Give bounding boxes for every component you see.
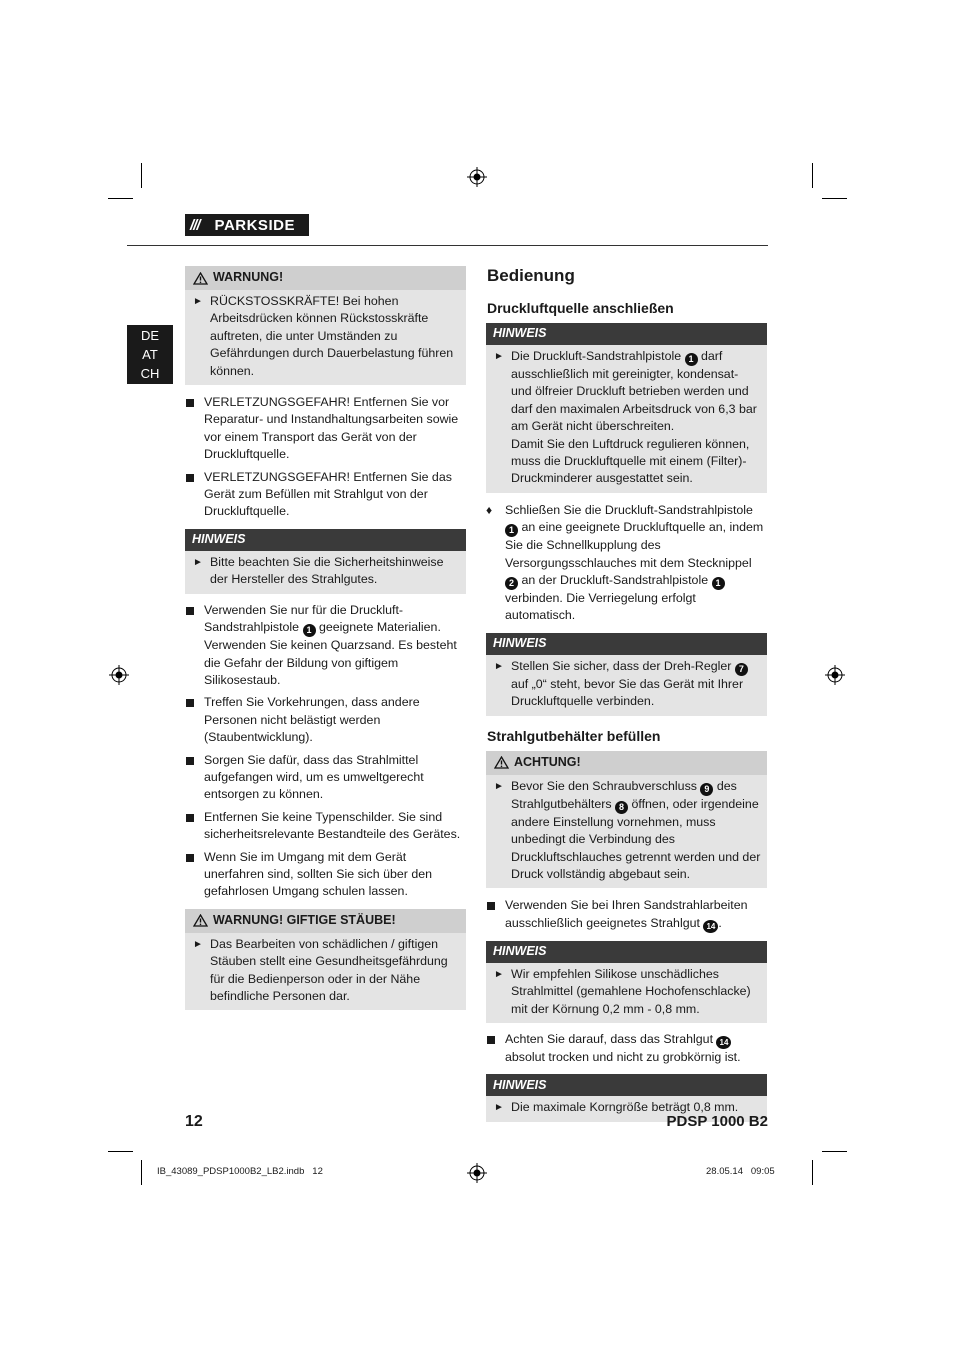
square-bullet-icon	[186, 399, 194, 407]
square-bullet-icon	[186, 854, 194, 862]
caution-body: öffnen, oder irgendeine andere Einstellung vornehmen, muss unbedingt die Verbindung des Druckluftschlauches getrennt werden und der Druck vollständig abgebaut sein.	[511, 796, 761, 881]
lang-at: AT	[142, 347, 158, 362]
diamond-bullet-icon: ♦	[486, 502, 493, 517]
list-item	[486, 897, 767, 932]
warning-title: WARNUNG!	[213, 270, 284, 285]
registration-mark-icon	[825, 665, 845, 685]
item-text: Verwenden Sie bei Ihren Sandstrahlarbeiten ausschließlich geeignetes Strahlgut	[505, 898, 748, 930]
item-text: Verwenden Sie nur für die Druckluft-Sandstrahlpistole	[204, 602, 404, 635]
square-bullet-icon	[186, 814, 194, 822]
note-header: HINWEIS	[486, 941, 767, 963]
language-tab	[127, 325, 173, 384]
registration-mark-icon	[109, 665, 129, 685]
list-item	[185, 809, 466, 844]
part-number-badge: 9	[700, 783, 713, 796]
item-text: Sorgen Sie dafür, dass das Strahlmittel aufgefangen wird, um es umweltgerecht entsorgen zu können.	[204, 752, 424, 802]
item-text: an der Druckluft-Sandstrahlpistole	[521, 573, 709, 588]
caution-body: des Strahlgutbehälters	[511, 778, 737, 811]
model-name: PDSP 1000 B2	[666, 1113, 768, 1130]
warning-box-recoil	[185, 266, 466, 385]
item-text: Wenn Sie im Umgang mit dem Gerät unerfahren sind, sollten Sie sich über den gefahrlosen Umgang schulen lassen.	[204, 849, 432, 899]
note-body: auf „0“ steht, bevor Sie das Gerät mit Ihrer Druckluftquelle verbinden.	[511, 676, 744, 709]
list-item	[486, 1031, 767, 1066]
lang-de: DE	[140, 328, 160, 343]
item-text: Entfernen Sie keine Typenschilder. Sie sind sicherheitsrelevante Bestandteile des Gerätes.	[204, 809, 461, 842]
left-column	[185, 266, 466, 1019]
note-body: Die maximale Korngröße beträgt 0,8 mm.	[511, 1100, 739, 1115]
crop-mark	[822, 198, 847, 199]
crop-mark	[108, 1151, 133, 1152]
caution-title: ACHTUNG!	[514, 754, 581, 769]
note-box-air-source	[486, 323, 767, 493]
warning-text	[185, 290, 466, 380]
arrow-bullet-icon: ►	[494, 660, 504, 672]
note-body: darf ausschließlich mit gereinigter, kondensat- und ölfreier Druckluft betrieben werden und darf den maximalen Arbeitsdruck von 6,3 bar am Gerät nicht überschreiten.	[511, 349, 757, 434]
part-number-badge: 1	[303, 624, 316, 637]
arrow-bullet-icon: ►	[193, 556, 203, 568]
crop-mark	[822, 1151, 847, 1152]
note-text	[185, 551, 466, 589]
arrow-bullet-icon: ►	[193, 296, 203, 307]
item-text: Schließen Sie die Druckluft-Sandstrahlpistole	[505, 502, 753, 517]
arrow-bullet-icon: ►	[494, 351, 504, 362]
list-item	[185, 602, 466, 690]
subsection-title: Strahlgutbehälter befüllen	[487, 727, 661, 744]
part-number-badge: 14	[703, 920, 718, 933]
section-title: Bedienung	[487, 266, 575, 285]
crop-mark	[812, 163, 813, 188]
crop-mark	[141, 163, 142, 188]
print-file-info: IB_43089_PDSP1000B2_LB2.indb 12	[157, 1166, 323, 1177]
item-text: Treffen Sie Vorkehrungen, dass andere Personen nicht belästigt werden (Staubentwicklung).	[204, 695, 420, 745]
note-header: HINWEIS	[486, 633, 767, 655]
item-text: .	[718, 915, 722, 930]
warning-triangle-icon	[193, 272, 208, 285]
subsection-title: Druckluftquelle anschließen	[487, 300, 674, 316]
parkside-logo	[185, 214, 309, 236]
note-text	[486, 963, 767, 1018]
list-item	[486, 502, 767, 625]
item-text: an eine geeignete Druckluftquelle an, indem Sie die Schnellkupplung des Versorgungsschlauches mit dem Stecknippel	[505, 520, 764, 570]
list-item	[185, 752, 466, 804]
item-text: Achten Sie darauf, dass das Strahlgut	[505, 1031, 714, 1046]
caution-text	[486, 775, 767, 884]
note-body: Bitte beachten Sie die Sicherheitshinweise der Hersteller des Strahlgutes.	[210, 554, 444, 587]
arrow-bullet-icon: ►	[193, 938, 203, 950]
warning-text	[185, 933, 466, 1006]
crop-mark	[108, 198, 133, 199]
warning-header	[185, 266, 466, 290]
part-number-badge: 1	[712, 577, 725, 590]
caution-box	[486, 751, 767, 889]
list-item	[185, 849, 466, 901]
note-body: Damit Sie den Luftdruck regulieren können, muss die Druckluftquelle mit einem (Filter)-Druckminderer ausgestattet sein.	[511, 436, 750, 486]
note-header: HINWEIS	[486, 323, 767, 345]
note-body: Die Druckluft-Sandstrahlpistole	[511, 349, 682, 363]
warning-triangle-icon	[193, 914, 208, 927]
registration-mark-icon	[467, 1163, 487, 1183]
note-body: Stellen Sie sicher, dass der Dreh-Regler	[511, 658, 732, 673]
list-item	[185, 469, 466, 521]
note-box-safety	[185, 529, 466, 594]
note-text	[486, 345, 767, 488]
print-date: 28.05.14 09:05	[706, 1166, 775, 1177]
logo-slashes: ///	[190, 216, 200, 234]
part-number-badge: 1	[505, 524, 518, 537]
item-text: VERLETZUNGSGEFAHR! Entfernen Sie das Gerät zum Befüllen mit Strahlgut von der Druckluftquelle.	[204, 469, 452, 519]
arrow-bullet-icon: ►	[494, 780, 504, 792]
part-number-badge: 2	[505, 577, 518, 590]
item-text: verbinden. Die Verriegelung erfolgt automatisch.	[505, 591, 696, 623]
part-number-badge: 1	[685, 353, 698, 366]
lang-ch: CH	[140, 366, 160, 381]
header-rule	[127, 245, 768, 246]
note-box-regulator	[486, 633, 767, 716]
crop-mark	[141, 1160, 142, 1185]
part-number-badge: 14	[716, 1036, 731, 1049]
caution-body: Bevor Sie den Schraubverschluss	[511, 778, 697, 793]
warning-title: WARNUNG! GIFTIGE STÄUBE!	[213, 913, 396, 928]
logo-brand: PARKSIDE	[214, 216, 295, 234]
warning-body: RÜCKSTOSSKRÄFTE! Bei hohen Arbeitsdrücken können Rückstosskräfte auftreten, die unter Umständen zu Gefährdungen durch Dauerbelastung führen können.	[210, 294, 454, 378]
crop-mark	[812, 1160, 813, 1185]
warning-box-toxic-dust	[185, 909, 466, 1011]
square-bullet-icon	[186, 699, 194, 707]
item-text: geeignete Materialien. Verwenden Sie keinen Quarzsand. Es besteht die Gefahr der Bildung von giftigem Silikosestaub.	[204, 620, 457, 687]
list-item	[185, 694, 466, 746]
square-bullet-icon	[487, 1036, 495, 1044]
part-number-badge: 8	[615, 801, 628, 814]
note-header: HINWEIS	[486, 1074, 767, 1096]
square-bullet-icon	[487, 902, 495, 910]
page-number: 12	[185, 1113, 203, 1130]
warning-body: Das Bearbeiten von schädlichen / giftigen Stäuben stellt eine Gesundheitsgefährdung für die Bedienperson oder in der Nähe befindliche Personen dar.	[210, 936, 448, 1003]
note-body: Wir empfehlen Silikose unschädliches Strahlmittel (gemahlene Hochofenschlacke) mit der Körnung 0,2 mm - 0,8 mm.	[511, 966, 751, 1016]
warning-triangle-icon	[494, 756, 509, 769]
note-box-blasting-media	[486, 941, 767, 1023]
note-header: HINWEIS	[185, 529, 466, 551]
registration-mark-icon	[467, 167, 487, 187]
warning-header	[185, 909, 466, 933]
square-bullet-icon	[186, 474, 194, 482]
square-bullet-icon	[186, 757, 194, 765]
right-column	[486, 266, 767, 1131]
note-text	[486, 655, 767, 711]
arrow-bullet-icon: ►	[494, 1102, 504, 1114]
arrow-bullet-icon: ►	[494, 968, 504, 980]
caution-header	[486, 751, 767, 775]
part-number-badge: 7	[735, 663, 748, 676]
list-item	[185, 394, 466, 464]
square-bullet-icon	[186, 607, 194, 615]
item-text: VERLETZUNGSGEFAHR! Entfernen Sie vor Reparatur- und Instandhaltungsarbeiten sowie vor einem Transport das Gerät von der Druckluftquelle.	[204, 395, 459, 462]
item-text: absolut trocken und nicht zu grobkörnig ist.	[505, 1049, 741, 1064]
